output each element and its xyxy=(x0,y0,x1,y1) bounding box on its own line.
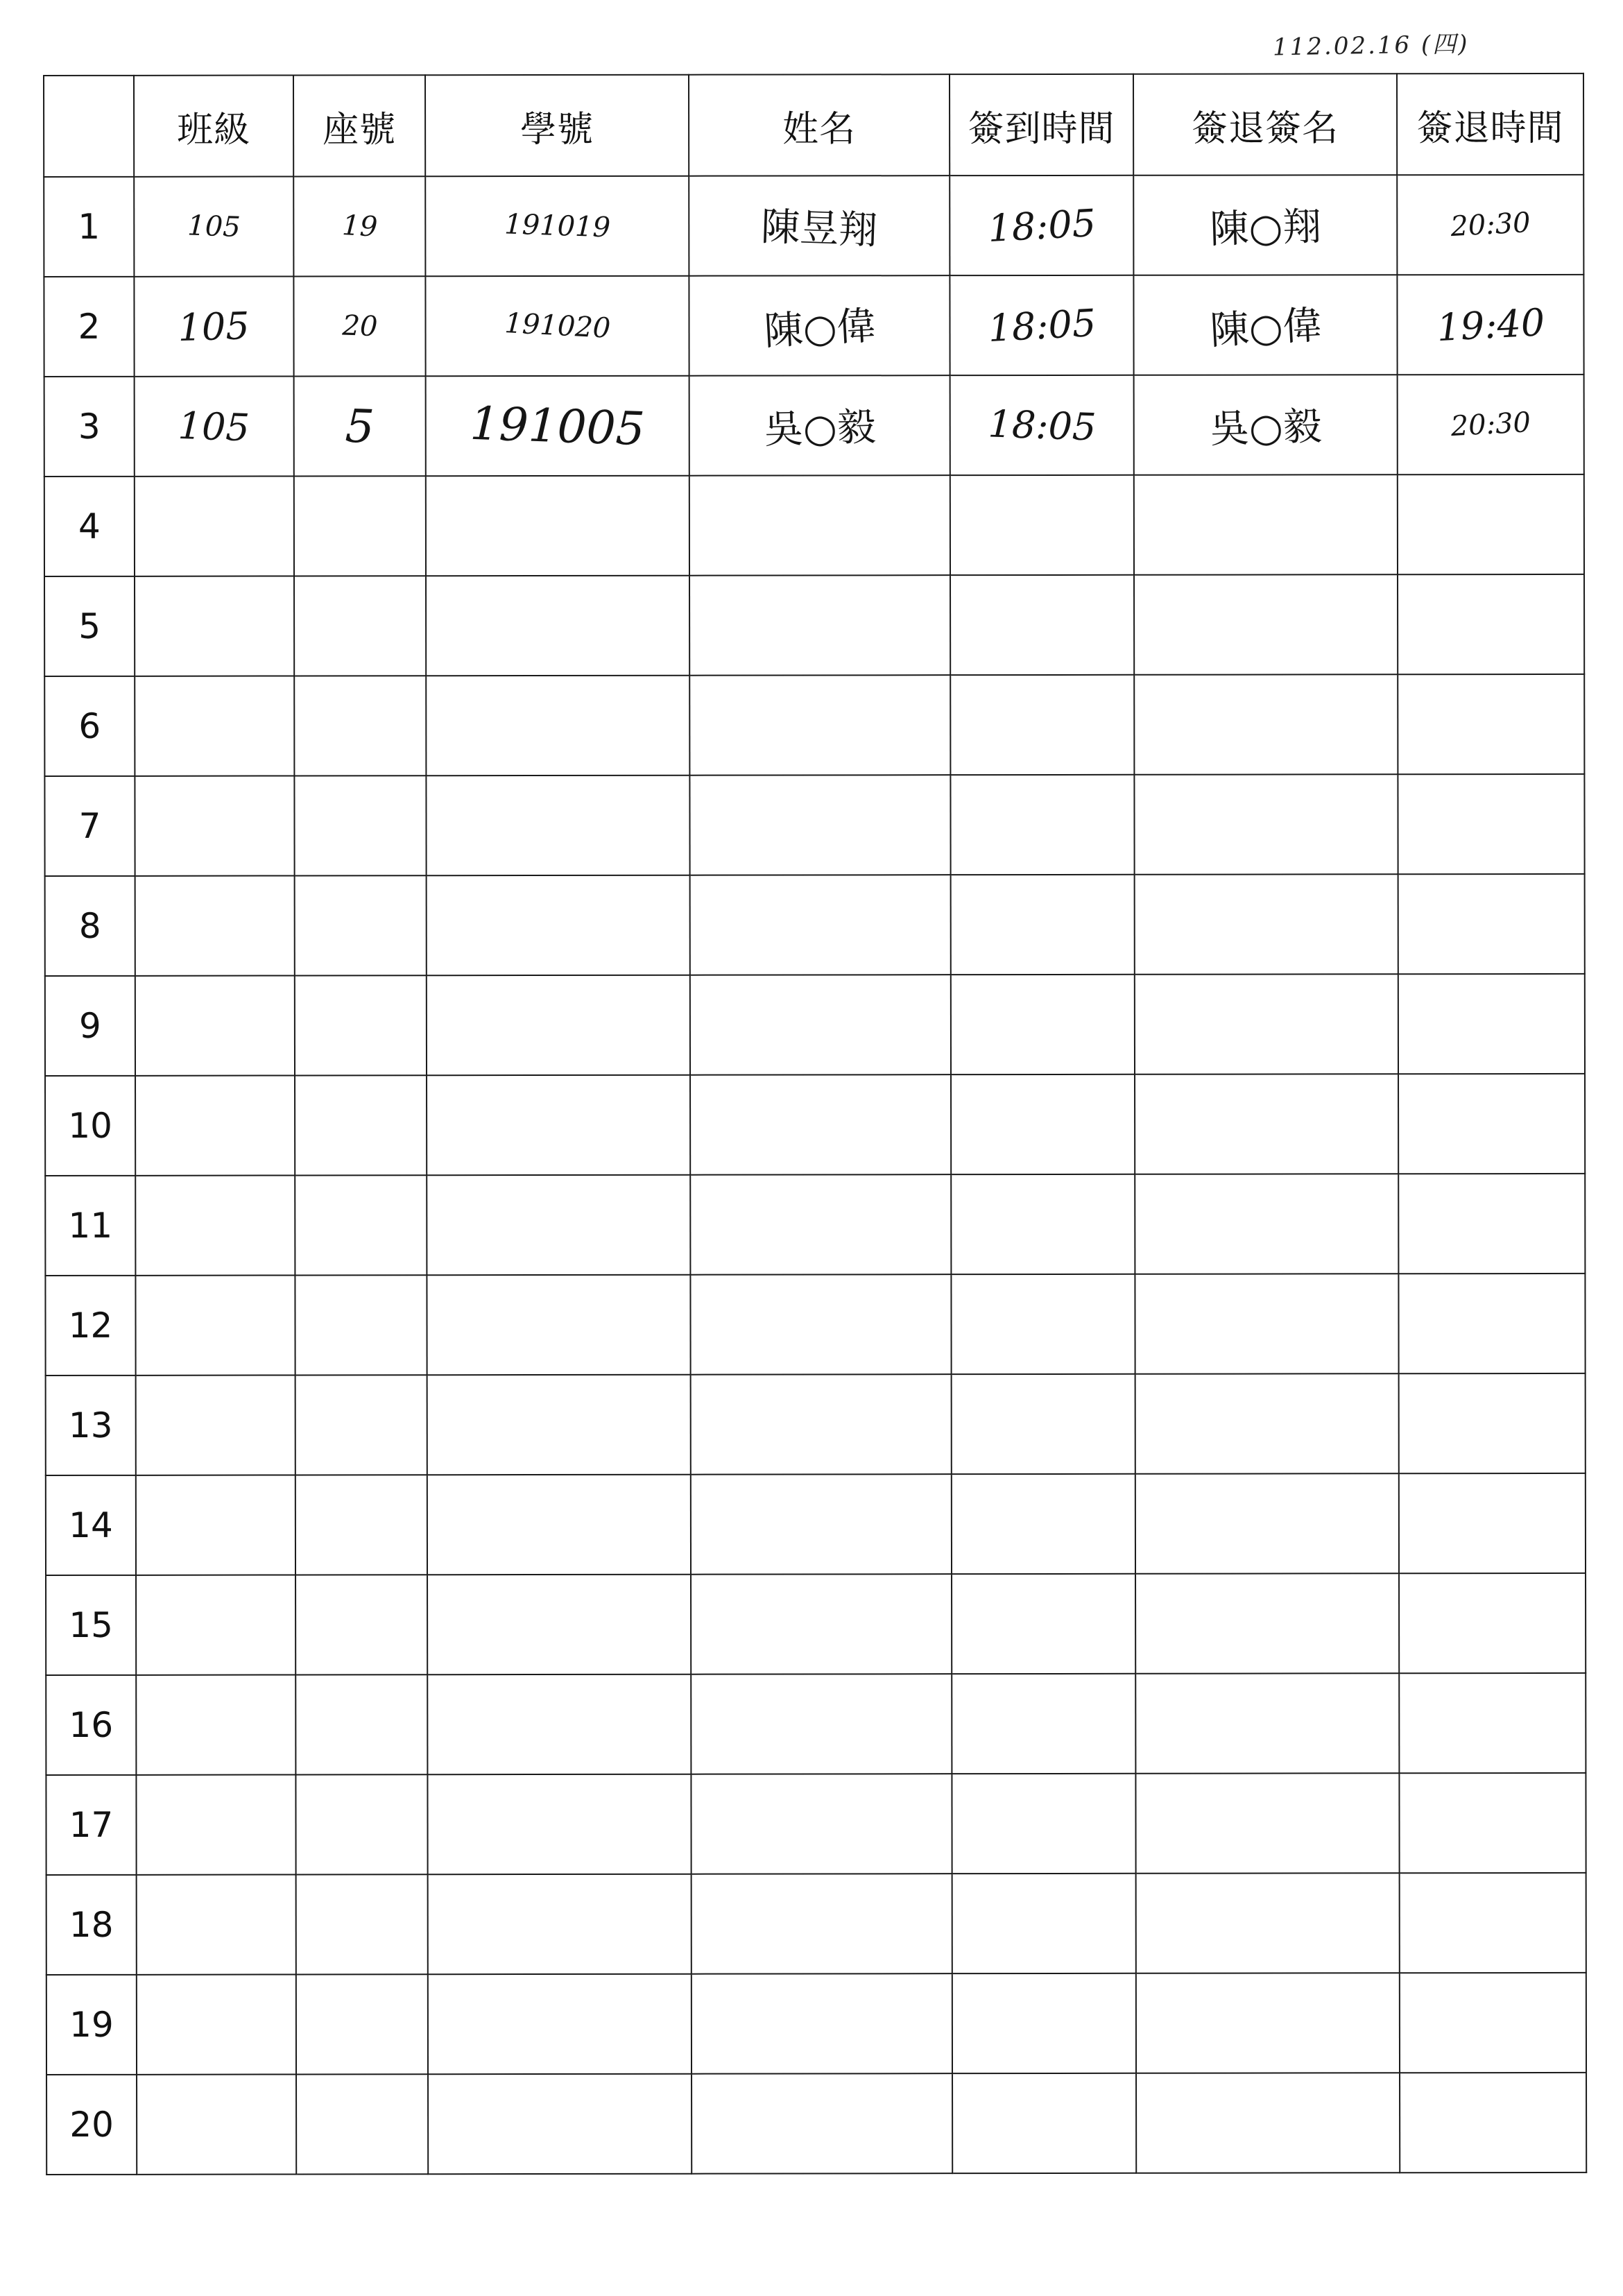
table-row xyxy=(46,2073,1586,2175)
cell-name xyxy=(692,1973,952,2074)
cell-sign-in-time xyxy=(950,775,1134,875)
table-row xyxy=(46,1973,1586,2075)
cell-seat xyxy=(295,1475,427,1575)
cell-student-id xyxy=(427,1475,691,1575)
cell-class xyxy=(137,1974,296,2074)
table-row xyxy=(44,175,1583,277)
cell-seat xyxy=(295,975,427,1075)
row-number: 6 xyxy=(44,676,135,776)
cell-sign-in-time xyxy=(950,175,1133,275)
cell-sign-in-time xyxy=(952,1774,1135,1874)
cell-student-id xyxy=(427,1575,691,1675)
cell-student-id xyxy=(428,1874,692,1975)
cell-class xyxy=(134,176,293,276)
table-row xyxy=(44,474,1584,576)
row-number: 12 xyxy=(45,1276,135,1376)
cell-sign-out-signature xyxy=(1136,1973,1400,2073)
cell-class xyxy=(135,1175,295,1275)
cell-sign-out-time xyxy=(1399,1673,1586,1773)
row-number: 9 xyxy=(45,976,135,1076)
handwriting-name: 吳○毅 xyxy=(763,404,877,453)
cell-sign-in-time xyxy=(952,2073,1136,2173)
cell-name xyxy=(691,1674,952,1774)
handwriting-sign-in-time: 18:05 xyxy=(986,200,1097,250)
cell-sign-out-signature xyxy=(1135,1274,1398,1374)
cell-name xyxy=(689,475,950,576)
handwriting-signature: 陳○翔 xyxy=(1209,204,1322,252)
cell-seat xyxy=(295,1175,427,1275)
table-row xyxy=(44,375,1584,477)
row-number: 20 xyxy=(46,2075,137,2175)
cell-sign-in-time xyxy=(951,1274,1135,1374)
cell-name xyxy=(689,775,950,875)
handwriting-sign-in-time: 18:05 xyxy=(987,401,1097,449)
cell-name xyxy=(692,1874,952,1974)
handwriting-name: 陳○偉 xyxy=(762,303,877,354)
cell-name xyxy=(691,1474,952,1575)
row-number: 14 xyxy=(46,1475,136,1575)
handwriting-seat: 19 xyxy=(341,209,378,243)
cell-seat xyxy=(293,276,425,376)
cell-seat xyxy=(294,776,426,875)
sheet-body xyxy=(44,175,1586,2175)
cell-student-id xyxy=(427,1375,691,1475)
row-number: 15 xyxy=(46,1575,136,1675)
cell-sign-out-time xyxy=(1398,1174,1585,1274)
table-row xyxy=(45,1074,1585,1176)
cell-name xyxy=(690,1074,951,1175)
cell-seat xyxy=(295,1774,427,1874)
handwriting-sign-out-time: 19:40 xyxy=(1435,300,1546,350)
cell-sign-in-time xyxy=(950,475,1134,575)
cell-student-id xyxy=(428,2074,692,2175)
cell-class xyxy=(137,2074,296,2174)
cell-sign-out-time xyxy=(1400,1973,1586,2073)
cell-sign-out-time xyxy=(1397,175,1583,275)
cell-sign-out-signature xyxy=(1135,1373,1399,1474)
cell-sign-out-time xyxy=(1398,574,1584,674)
row-number: 7 xyxy=(44,776,135,876)
cell-seat xyxy=(295,1575,427,1674)
table-row xyxy=(46,1373,1586,1475)
cell-sign-in-time xyxy=(950,375,1134,475)
cell-name xyxy=(689,575,950,676)
cell-class xyxy=(135,776,294,875)
cell-name xyxy=(690,975,951,1075)
cell-sign-out-signature xyxy=(1134,574,1398,675)
row-number: 8 xyxy=(45,876,135,976)
cell-class xyxy=(134,276,293,376)
row-number: 13 xyxy=(46,1376,136,1475)
header-name: 姓名 xyxy=(689,74,950,176)
cell-seat xyxy=(293,176,425,276)
cell-name xyxy=(692,2073,952,2174)
cell-sign-out-time xyxy=(1399,1473,1586,1573)
cell-class xyxy=(135,975,295,1075)
row-number: 2 xyxy=(44,277,134,377)
cell-student-id xyxy=(427,875,690,976)
cell-sign-out-signature xyxy=(1133,275,1397,375)
header-student-id: 學號 xyxy=(425,75,689,177)
cell-sign-in-time xyxy=(952,1374,1135,1474)
handwriting-student-id: 191020 xyxy=(504,307,611,345)
table-row xyxy=(46,1473,1586,1575)
cell-sign-out-time xyxy=(1398,674,1584,774)
cell-name xyxy=(689,175,950,276)
cell-class xyxy=(135,376,294,476)
cell-sign-in-time xyxy=(950,275,1133,375)
cell-sign-out-time xyxy=(1398,974,1585,1074)
cell-name xyxy=(689,675,950,776)
table-row xyxy=(45,1174,1585,1276)
cell-student-id xyxy=(427,1075,690,1176)
cell-sign-out-time xyxy=(1398,774,1584,874)
cell-sign-out-signature xyxy=(1135,974,1398,1074)
cell-student-id xyxy=(426,776,689,876)
cell-sign-out-time xyxy=(1397,275,1583,375)
cell-sign-in-time xyxy=(950,675,1134,775)
table-row xyxy=(44,275,1583,377)
handwriting-student-id: 191019 xyxy=(504,208,611,244)
cell-student-id xyxy=(428,1974,692,2075)
cell-sign-out-time xyxy=(1400,1873,1586,1973)
cell-seat xyxy=(296,1874,428,1974)
table-row xyxy=(44,674,1584,776)
cell-sign-out-time xyxy=(1398,375,1584,474)
cell-seat xyxy=(295,1375,427,1475)
cell-sign-out-signature xyxy=(1135,1473,1399,1574)
cell-class xyxy=(135,676,294,776)
cell-class xyxy=(136,1774,295,1874)
cell-seat xyxy=(294,576,426,676)
cell-student-id xyxy=(426,576,689,676)
cell-sign-out-signature xyxy=(1135,1573,1399,1674)
table-row xyxy=(46,1873,1586,1975)
cell-class xyxy=(136,1674,295,1774)
cell-seat xyxy=(296,1974,428,2074)
cell-sign-out-signature xyxy=(1135,1074,1398,1174)
cell-student-id xyxy=(425,276,689,377)
row-number: 3 xyxy=(44,377,135,477)
cell-sign-out-signature xyxy=(1133,175,1397,275)
cell-sign-out-time xyxy=(1400,2073,1586,2173)
cell-sign-in-time xyxy=(951,1074,1135,1174)
header-index xyxy=(44,76,134,177)
cell-seat xyxy=(296,2074,428,2174)
handwriting-signature: 吳○毅 xyxy=(1209,404,1323,452)
table-row xyxy=(46,1673,1586,1775)
cell-class xyxy=(135,476,294,576)
row-number: 4 xyxy=(44,477,135,576)
cell-sign-out-time xyxy=(1399,1773,1586,1873)
cell-sign-out-time xyxy=(1399,1373,1586,1473)
handwriting-seat: 5 xyxy=(344,399,375,454)
row-number: 5 xyxy=(44,576,135,676)
cell-student-id xyxy=(427,1774,691,1875)
cell-sign-out-signature xyxy=(1135,1673,1399,1774)
handwriting-class: 105 xyxy=(178,403,251,449)
row-number: 19 xyxy=(46,1975,137,2075)
handwriting-sign-out-time: 20:30 xyxy=(1450,406,1531,443)
handwriting-sign-out-time: 20:30 xyxy=(1450,207,1531,243)
cell-sign-in-time xyxy=(951,875,1135,975)
cell-class xyxy=(135,875,295,975)
handwriting-name: 陳昱翔 xyxy=(760,204,879,254)
cell-student-id xyxy=(426,476,689,576)
cell-sign-out-time xyxy=(1398,1074,1585,1174)
cell-sign-in-time xyxy=(951,1174,1135,1274)
cell-class xyxy=(135,1075,295,1175)
table-row xyxy=(45,874,1585,976)
header-sign-out-time: 簽退時間 xyxy=(1397,74,1583,175)
cell-name xyxy=(691,1574,952,1674)
handwriting-student-id: 191005 xyxy=(469,396,646,456)
header-sign-out-signature: 簽退簽名 xyxy=(1133,74,1397,175)
cell-sign-out-time xyxy=(1398,1274,1585,1373)
cell-sign-out-time xyxy=(1399,1573,1586,1673)
cell-name xyxy=(690,1174,951,1275)
cell-sign-out-signature xyxy=(1134,474,1398,575)
cell-name xyxy=(691,1374,952,1475)
row-number: 10 xyxy=(45,1076,135,1176)
cell-student-id xyxy=(427,1275,690,1376)
cell-sign-out-time xyxy=(1398,474,1584,574)
cell-student-id xyxy=(427,1175,690,1276)
cell-sign-out-signature xyxy=(1134,375,1398,475)
handwriting-class: 105 xyxy=(187,209,241,243)
row-number: 11 xyxy=(45,1176,135,1276)
sign-in-sheet-table xyxy=(43,73,1587,2175)
row-number: 17 xyxy=(46,1775,136,1875)
table-row xyxy=(45,1274,1585,1376)
header-row xyxy=(44,74,1583,177)
cell-sign-out-signature xyxy=(1135,874,1398,975)
cell-student-id xyxy=(427,975,690,1076)
cell-sign-in-time xyxy=(952,1973,1136,2073)
cell-class xyxy=(135,576,294,676)
handwriting-sign-in-time: 18:05 xyxy=(986,300,1097,350)
row-number: 16 xyxy=(46,1675,136,1775)
cell-sign-out-signature xyxy=(1134,774,1398,875)
table-row xyxy=(46,1773,1586,1875)
cell-sign-in-time xyxy=(950,575,1134,675)
cell-seat xyxy=(294,676,426,776)
cell-class xyxy=(135,1275,295,1375)
table-row xyxy=(44,774,1584,876)
cell-seat xyxy=(295,1075,427,1175)
cell-sign-out-signature xyxy=(1136,1873,1400,1973)
cell-student-id xyxy=(427,1674,691,1775)
cell-name xyxy=(691,1774,952,1874)
cell-seat xyxy=(295,875,427,975)
cell-sign-in-time xyxy=(952,1574,1135,1674)
cell-seat xyxy=(295,1275,427,1375)
cell-seat xyxy=(294,376,426,476)
cell-name xyxy=(690,1274,951,1375)
table-row xyxy=(45,974,1585,1076)
cell-sign-in-time xyxy=(951,975,1135,1074)
cell-sign-out-signature xyxy=(1136,2073,1400,2173)
cell-student-id xyxy=(426,676,689,776)
row-number: 18 xyxy=(46,1875,137,1975)
handwriting-seat: 20 xyxy=(341,309,378,343)
header-sign-in-time: 簽到時間 xyxy=(950,74,1133,175)
handwriting-class: 105 xyxy=(178,303,250,350)
header-seat: 座號 xyxy=(293,75,425,176)
handwritten-date: 112.02.16 (四) xyxy=(1272,30,1470,62)
cell-sign-out-signature xyxy=(1135,1773,1399,1874)
cell-name xyxy=(689,375,950,476)
cell-class xyxy=(136,1575,295,1674)
cell-class xyxy=(137,1874,296,1974)
table-row xyxy=(46,1573,1586,1675)
cell-sign-in-time xyxy=(952,1474,1135,1574)
cell-sign-in-time xyxy=(952,1874,1136,1973)
cell-seat xyxy=(294,476,426,576)
cell-name xyxy=(689,275,950,376)
cell-student-id xyxy=(425,176,689,277)
cell-sign-out-time xyxy=(1398,874,1585,974)
cell-seat xyxy=(295,1674,427,1774)
cell-student-id xyxy=(426,376,689,477)
cell-name xyxy=(690,875,951,975)
row-number: 1 xyxy=(44,177,134,277)
cell-sign-out-signature xyxy=(1134,674,1398,775)
cell-sign-out-signature xyxy=(1135,1174,1398,1274)
cell-class xyxy=(136,1475,295,1575)
handwriting-signature: 陳○偉 xyxy=(1208,302,1323,354)
cell-sign-in-time xyxy=(952,1674,1135,1774)
table-row xyxy=(44,574,1584,676)
header-class: 班級 xyxy=(134,75,293,176)
cell-class xyxy=(136,1375,295,1475)
